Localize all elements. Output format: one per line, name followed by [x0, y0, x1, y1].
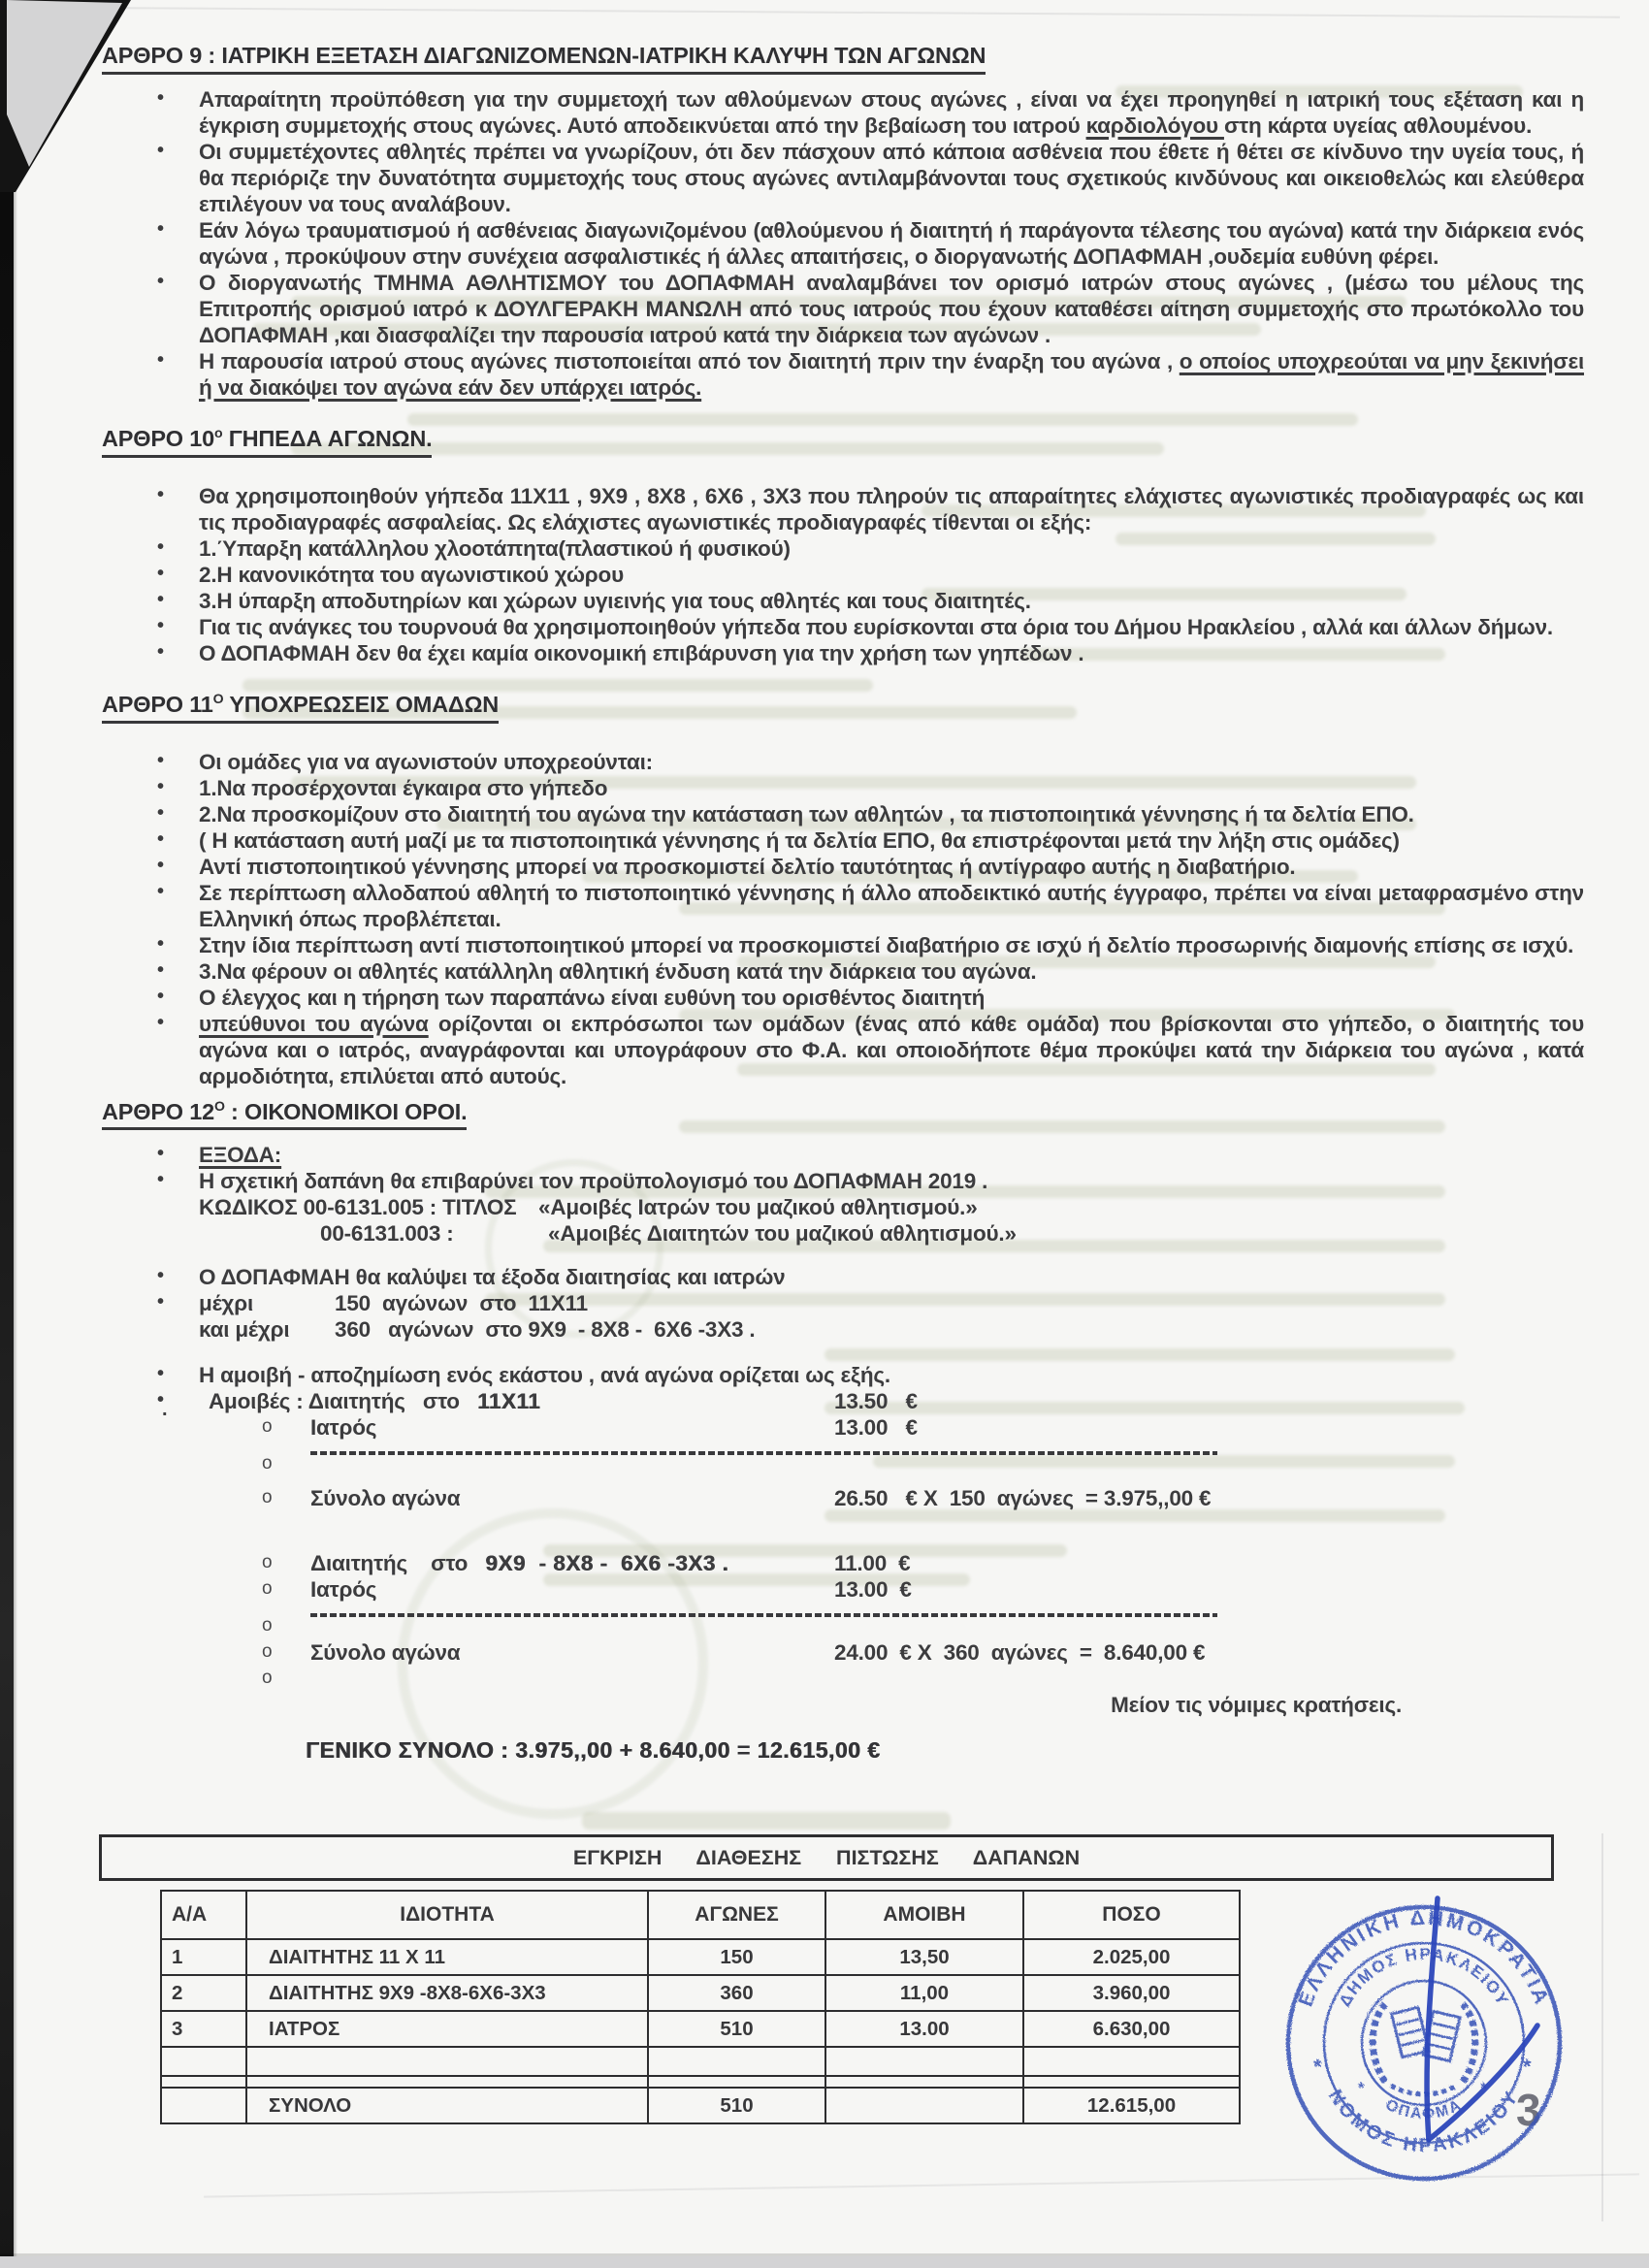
table-cell: 13.00 [825, 2011, 1023, 2047]
text-run: ΓΕΝΙΚΟ ΣΥΝΟΛΟ : 3.975,,00 + 8.640,00 = 12.615,00 € [306, 1737, 881, 1764]
approval-box [99, 1834, 1554, 1881]
bullet-marker: • [157, 775, 164, 797]
list-item [102, 1388, 1584, 1421]
text-run: Στην ίδια περίπτωση αντί πιστοποιητικού μπορεί να προσκομιστεί διαβατήριο σε ισχύ ή δελτίο προσωρινής διαμονής επίσης σε ισχύ. [199, 932, 1574, 957]
bullet-marker: o [262, 1416, 273, 1438]
text-run: 3.Η ύπαρξη αποδυτηρίων και χώρων υγιεινής για τους αθλητές και τους διαιτητές. [199, 588, 1031, 613]
stamp-inner-top-text: ΔΗΜΟΣ ΗΡΑΚΛΕΙΟΥ [1335, 1944, 1513, 2010]
article-heading [102, 418, 1584, 458]
stamp-svg [1277, 1878, 1587, 2219]
text-run: «Αμοιβές Ιατρών του μαζικού αθλητισμού.» [538, 1195, 978, 1220]
spacer [102, 1343, 1584, 1362]
dashed-separator [310, 1613, 1217, 1617]
cost-table [160, 1890, 1241, 2124]
list-item [102, 535, 1584, 562]
list-item [102, 1550, 1584, 1576]
text-run: μέχρι [199, 1291, 254, 1316]
spacer [102, 1247, 1584, 1264]
text-run: Σύνολο αγώνα [310, 1640, 461, 1666]
list-item [102, 1485, 1584, 1511]
bullet-marker: • [157, 640, 164, 663]
text-run: 1.Ύπαρξη κατάλληλου χλοοτάπητα(πλαστικού ή φυσικού) [199, 535, 791, 561]
text-run: στη κάρτα υγείας αθλουμένου. [1223, 113, 1533, 138]
stamp-star-inner-right: * [1480, 2079, 1487, 2097]
list-item [102, 1414, 1584, 1441]
table-cell: ΔΙΑΙΤΗΤΗΣ 9X9 -8X8-6X6-3X3 [246, 1975, 648, 2011]
table-cell: 150 [648, 1939, 825, 1975]
bullet-marker: • [157, 1291, 164, 1313]
table-cell [161, 2088, 246, 2123]
bullet-marker: • [157, 87, 164, 109]
text-run: Η αμοιβή - αποζημίωση ενός εκάστου , ανά αγώνα ορίζεται ως εξής. [199, 1363, 890, 1388]
text-run: Ο έλεγχος και η τήρηση των παραπάνω είναι ευθύνη του ορισθέντος διαιτητή [199, 985, 986, 1010]
table-cell: 2.025,00 [1023, 1939, 1240, 1975]
list-item [102, 749, 1584, 775]
table-cell: 11,00 [825, 1975, 1023, 2011]
bullet-marker: • [157, 1265, 164, 1287]
stamp-emblem [1373, 2004, 1475, 2094]
list-item [102, 958, 1584, 985]
text-run: Θα χρησιμοποιηθούν γήπεδα 11X11 , 9X9 , 8X8 , 6X6 , 3X3 που πληρούν τις απαραίτητες ελάχιστες αγωνιστικές προδιαγραφές ως και τις προδιαγραφές ασφαλείας. Ως ελάχιστες αγωνιστικές προδιαγραφές τίθενται οι εξής: [199, 483, 1584, 535]
list-item [102, 1613, 1584, 1639]
bullet-marker: • [157, 1389, 164, 1411]
text-run: «Αμοιβές Διαιτητών του μαζικού αθλητισμού.» [548, 1221, 1017, 1247]
article-heading [102, 41, 1584, 75]
bullet-marker: • [157, 827, 164, 850]
list-item [102, 1451, 1584, 1477]
list-item [102, 217, 1584, 270]
text-run: 9X9 - 8X8 - 6X6 -3X3 . [485, 1551, 729, 1576]
text-run: ΓΗΠΕΔΑ ΑΓΩΝΩΝ. [222, 425, 433, 451]
text-run: Ιατρός [310, 1577, 377, 1603]
column-header: ΑΜΟΙΒΗ [825, 1891, 1023, 1939]
bullet-marker: • [157, 958, 164, 981]
list-item [102, 1666, 1584, 1692]
stamp [1277, 1878, 1587, 2219]
text-run: Ο [213, 1097, 225, 1114]
text-run: ( Η κατάσταση αυτή μαζί με τα πιστοποιητικά γέννησης ή τα δελτία ΕΠΟ, θα επιστρέφονται μετά την λήξη στις ομάδες) [199, 827, 1400, 853]
text-run: 1.Να προσέρχονται έγκαιρα στο γήπεδο [199, 775, 608, 800]
table-row [161, 2047, 1240, 2076]
text-run: ο [213, 425, 223, 440]
table-row [161, 1975, 1240, 2011]
bullet-marker: • [157, 349, 164, 371]
paper-left-shadow [14, 0, 17, 2268]
column-header: ΑΓΩΝΕΣ [648, 1891, 825, 1939]
bullet-marker: o [262, 1668, 273, 1689]
text-run: Για τις ανάγκες του τουρνουά θα χρησιμοποιηθούν γήπεδα που ευρίσκονται στα όρια του Δήμου Ηρακλείου , αλλά και άλλων δήμων. [199, 614, 1553, 639]
table-cell: 3 [161, 2011, 246, 2047]
text-run: Η παρουσία ιατρού στους αγώνες πιστοποιείται από τον διαιτητή πριν την έναρξη του αγώνα , [199, 349, 1180, 373]
list-item [102, 614, 1584, 640]
list-item [102, 1011, 1584, 1089]
text-run: 26.50 € X 150 αγώνες = 3.975,,00 € [834, 1486, 1212, 1511]
text-run: Ο [212, 690, 224, 706]
text-run: Η σχετική δαπάνη θα επιβαρύνει τον προϋπολογισμό του ΔΟΠΑΦΜΑΗ 2019 . [199, 1169, 988, 1194]
text-run: Σύνολο αγώνα [310, 1486, 461, 1511]
list-item [102, 880, 1584, 932]
text-run: Αμοιβές : Διαιτητής στο [209, 1389, 477, 1414]
text-run: Απαραίτητη προϋπόθεση για την συμμετοχή των αθλούμενων στους αγώνες , είναι να έχει προηγηθεί η ιατρική τους εξέταση και η έγκριση συμμετοχής στους αγώνες. Αυτό αποδεικνύεται από την βεβαίωση του ιατρού [199, 87, 1584, 138]
bullet-marker: o [262, 1615, 273, 1636]
dashed-separator [310, 1451, 1217, 1455]
text-run: 00-6131.003 : [320, 1221, 454, 1247]
spacer [102, 735, 1584, 749]
table-cell [1023, 2076, 1240, 2088]
list-item [102, 775, 1584, 801]
bullet-marker: • [157, 1011, 164, 1033]
list-item [102, 854, 1584, 880]
table-cell: 1 [161, 1939, 246, 1975]
bullet-marker: o [262, 1578, 273, 1600]
table-cell [161, 2047, 246, 2076]
table-row [161, 2011, 1240, 2047]
bullet-marker: • [157, 483, 164, 505]
text-run: 360 αγώνων στο 9X9 - 8X8 - 6X6 -3X3 . [335, 1317, 756, 1343]
table-row [161, 2076, 1240, 2088]
table-cell [825, 2088, 1023, 2123]
bullet-marker: • [157, 1169, 164, 1191]
list-item [102, 1142, 1584, 1168]
table-cell [1023, 2047, 1240, 2076]
list-item [102, 1264, 1584, 1290]
list-item [102, 985, 1584, 1011]
bullet-marker: o [262, 1641, 273, 1663]
table-cell [161, 2076, 246, 2088]
text-run: Σε περίπτωση αλλοδαπού αθλητή το πιστοποιητικό γέννησης ή άλλο αποδεικτικό αυτής έγγραφο, πρέπει να είναι μεταφρασμένο στην Ελληνική όπως προβλέπεται. [199, 880, 1584, 931]
list-item [102, 1168, 1584, 1194]
list-item [102, 1737, 1584, 1764]
text-run: ΑΡΘΡΟ 9 : ΙΑΤΡΙΚΗ ΕΞΕΤΑΣΗ ΔΙΑΓΩΝΙΖΟΜΕΝΩΝ-ΙΑΤΡΙΚΗ ΚΑΛΥΨΗ ΤΩΝ ΑΓΩΝΩΝ [102, 43, 986, 68]
article-heading [102, 684, 1584, 724]
stray-dot: . [162, 1399, 168, 1421]
text-run: ΑΡΘΡΟ 10 [102, 425, 214, 451]
bullet-marker: o [262, 1453, 273, 1474]
text-run: 13.00 € [834, 1415, 918, 1441]
text-run: Οι συμμετέχοντες αθλητές πρέπει να γνωρίζουν, ότι δεν πάσχουν από κάποια ασθένεια που έθετε ή θέτει σε κίνδυνο την υγεία τους, ή θα περιόριζε την δυνατότητα συμμετοχής τους στους αγώνες αντιλαμβάνονται τους σχετικούς κινδύνους και οικειοθελώς και ελεύθερα επιλέγουν να τους αναλάβουν. [199, 140, 1584, 216]
bullet-marker: • [157, 218, 164, 240]
bullet-marker: • [157, 880, 164, 902]
text-run: και μέχρι [199, 1317, 290, 1343]
text-run: 2.Η κανονικότητα του αγωνιστικού χώρου [199, 562, 624, 587]
list-item [102, 640, 1584, 666]
column-header: ΙΔΙΟΤΗΤΑ [246, 1891, 648, 1939]
table-cell: 13,50 [825, 1939, 1023, 1975]
text-run: Αντί πιστοποιητικού γέννησης μπορεί να προσκομιστεί δελτίο ταυτότητας ή αντίγραφο αυτής η διαβατήριο. [199, 854, 1296, 879]
stamp-inner-bottom-text: ΟΠΑΦΜΑ [1382, 2096, 1466, 2123]
svg-text:ΔΗΜΟΣ ΗΡΑΚΛΕΙΟΥ [1336, 1945, 1513, 2010]
table-cell [825, 2076, 1023, 2088]
text-run: Ιατρός [310, 1415, 377, 1441]
table-cell: 510 [648, 2088, 825, 2123]
stamp-star-left: * [1313, 2055, 1322, 2079]
table-cell: 510 [648, 2011, 825, 2047]
table-row [161, 1939, 1240, 1975]
text-run: 24.00 € X 360 αγώνες = 8.640,00 € [834, 1640, 1206, 1666]
table-cell [648, 2047, 825, 2076]
spacer [102, 1477, 1584, 1485]
list-item [102, 562, 1584, 588]
table-cell [825, 2047, 1023, 2076]
text-run: Μείον τις νόμιμες κρατήσεις. [1111, 1693, 1402, 1718]
text-run: υπεύθυνοι του αγώνα [199, 1011, 429, 1036]
text-run: Διαιτητής στο [310, 1551, 486, 1576]
bullet-marker: • [157, 1143, 164, 1165]
bullet-marker: o [262, 1552, 273, 1573]
text-run: ο οποίος υποχρεούται να μην ξεκινήσει ή να διακόψει τον αγώνα εάν δεν υπάρχει ιατρός. [199, 349, 1585, 400]
bullet-marker: • [157, 985, 164, 1007]
list-item [102, 1194, 1584, 1220]
text-run [310, 1667, 316, 1691]
table-cell: 2 [161, 1975, 246, 2011]
stamp-star-inner-left: * [1358, 2079, 1365, 2097]
text-run: Ο διοργανωτής ΤΜΗΜΑ ΑΘΛΗΤΙΣΜΟΥ του ΔΟΠΑΦΜΑΗ αναλαμβάνει τον ορισμό ιατρών στους αγώνες , (μέσω του μέλους της Επιτροπής ορισμού ιατρό κ ΔΟΥΛΓΕΡΑΚΗ ΜΑΝΩΛΗ από τους ιατρούς που έχουν καταθέσει αίτηση συμμετοχής στο πρωτόκολλο του ΔΟΠΑΦΜΑΗ ,και διασφαλίζει την παρουσία ιατρού κατά την διάρκεια των αγώνων . [199, 271, 1584, 347]
table-header-row [161, 1891, 1240, 1939]
list-item [102, 801, 1584, 827]
spacer [102, 470, 1584, 483]
approval-text: ΕΓΚΡΙΣΗ ΔΙΑΘΕΣΗΣ ΠΙΣΤΩΣΗΣ ΔΑΠΑΝΩΝ [572, 1845, 1081, 1869]
spacer [102, 1511, 1584, 1550]
bullet-marker: • [157, 1363, 164, 1385]
list-item [102, 348, 1584, 401]
list-item [102, 827, 1584, 854]
article-heading [102, 1091, 1584, 1131]
scan-left-edge [0, 0, 14, 2268]
list-item [102, 1290, 1584, 1316]
table-cell: 3.960,00 [1023, 1975, 1240, 2011]
text-run: 150 αγώνων στο 11X11 [335, 1291, 588, 1316]
bullet-marker: • [157, 614, 164, 636]
list-item [102, 139, 1584, 217]
text-run: Ο ΔΟΠΑΦΜΑΗ δεν θα έχει καμία οικονομική επιβάρυνση για την χρήση των γηπέδων . [199, 640, 1084, 665]
spacer [102, 1718, 1584, 1737]
bullet-marker: • [157, 562, 164, 584]
table-cell [648, 2076, 825, 2088]
scan-bottom-edge [0, 2256, 1649, 2268]
text-run: ορίζονται οι εκπρόσωποι των ομάδων (ένας από κάθε ομάδα) που βρίσκονται στο γήπεδο, ο διαιτητής του αγώνα και ο ιατρός, αναγράφονται και υπογράφουν στο Φ.Α. και οποιοδήποτε θέμα προκύψει κατά την διάρκεια του αγώνα , κατά αρμοδιότητα, επιλύεται από αυτούς. [199, 1011, 1584, 1088]
cost-table-container [160, 1890, 1241, 2124]
text-run: Εάν λόγω τραυματισμού ή ασθένειας διαγωνιζομένου (αθλούμενου ή διαιτητή ή παράγοντα τέλεσης του αγώνα) κατά την διάρκεια ενός αγώνα , προκύψουν στην συνέχεια ασφαλιστικές ή άλλες απαιτήσεις, ο διοργανωτής ΔΟΠΑΦΜΑΗ ,ουδεμία ευθύνη φέρει. [199, 218, 1584, 269]
bullet-marker: • [157, 932, 164, 955]
list-item [102, 932, 1584, 958]
bullet-marker: • [157, 749, 164, 771]
bullet-marker: • [157, 588, 164, 610]
table-cell: 12.615,00 [1023, 2088, 1240, 2123]
bullet-marker: • [157, 801, 164, 824]
text-run: καρδιολόγου [1085, 113, 1224, 138]
table-row [161, 2088, 1240, 2123]
text-run: 11.00 € [834, 1551, 911, 1576]
table-cell: ΣΥΝΟΛΟ [246, 2088, 648, 2123]
column-header: Α/Α [161, 1891, 246, 1939]
text-run: 13.50 € [834, 1389, 918, 1414]
text-run: Οι ομάδες για να αγωνιστούν υποχρεούνται: [199, 749, 653, 774]
table-cell [246, 2047, 648, 2076]
list-item [102, 1576, 1584, 1603]
list-item [102, 1639, 1584, 1666]
document-body [102, 41, 1584, 1764]
bullet-marker: • [157, 535, 164, 558]
list-item [102, 270, 1584, 348]
stamp-outer-bottom-text: ΝΟΜΟΣ ΗΡΑΚΛΕΙΟΥ [1323, 2086, 1525, 2157]
list-item [102, 1316, 1584, 1343]
stamp-star-right: * [1523, 2055, 1532, 2079]
text-run: : ΟΙΚΟΝΟΜΙΚΟΙ ΟΡΟΙ. [224, 1098, 468, 1124]
stamp-artwork [1288, 1907, 1560, 2179]
table-cell [246, 2076, 648, 2088]
bullet-marker: • [157, 140, 164, 161]
text-run: ΥΠΟΧΡΕΩΣΕΙΣ ΟΜΑΔΩΝ [223, 691, 499, 717]
text-run: 2.Να προσκομίζουν στο διαιτητή του αγώνα την κατάσταση των αθλητών , τα πιστοποιητικά γέννησης ή τα δελτία ΕΠΟ. [199, 801, 1414, 826]
list-item [102, 1692, 1584, 1718]
list-item [102, 1362, 1584, 1388]
text-run: Ο ΔΟΠΑΦΜΑΗ θα καλύψει τα έξοδα διαιτησίας και ιατρών [199, 1265, 786, 1290]
list-item [102, 86, 1584, 139]
stamp-outer-top-text: ΕΛΛΗΝΙΚΗ ΔΗΜΟΚΡΑΤΙΑ [1294, 1906, 1554, 2010]
bullet-marker: • [157, 271, 164, 292]
column-header: ΠΟΣΟ [1023, 1891, 1240, 1939]
text-run: 13.00 € [834, 1577, 912, 1603]
text-run: 11X11 [477, 1389, 541, 1414]
list-item [102, 483, 1584, 535]
bullet-marker: o [262, 1487, 273, 1508]
text-run: ΑΡΘΡΟ 12 [102, 1098, 214, 1124]
table-cell: ΔΙΑΙΤΗΤΗΣ 11 X 11 [246, 1939, 648, 1975]
paper-fold-line [1601, 1833, 1603, 2221]
table-cell: 6.630,00 [1023, 2011, 1240, 2047]
text-run: ΚΩΔΙΚΟΣ 00-6131.005 : ΤΙΤΛΟΣ [199, 1195, 517, 1220]
page-number: 3 [1516, 2085, 1541, 2135]
text-run: 3.Να φέρουν οι αθλητές κατάλληλη αθλητική ένδυση κατά την διάρκεια του αγώνα. [199, 958, 1037, 984]
list-item [102, 1220, 1584, 1247]
table-cell: 360 [648, 1975, 825, 2011]
table-cell: ΙΑΤΡΟΣ [246, 2011, 648, 2047]
text-run: ΑΡΘΡΟ 11 [102, 691, 213, 717]
list-item [102, 588, 1584, 614]
bullet-marker: • [157, 854, 164, 876]
text-run: ΕΞΟΔΑ: [199, 1143, 282, 1168]
